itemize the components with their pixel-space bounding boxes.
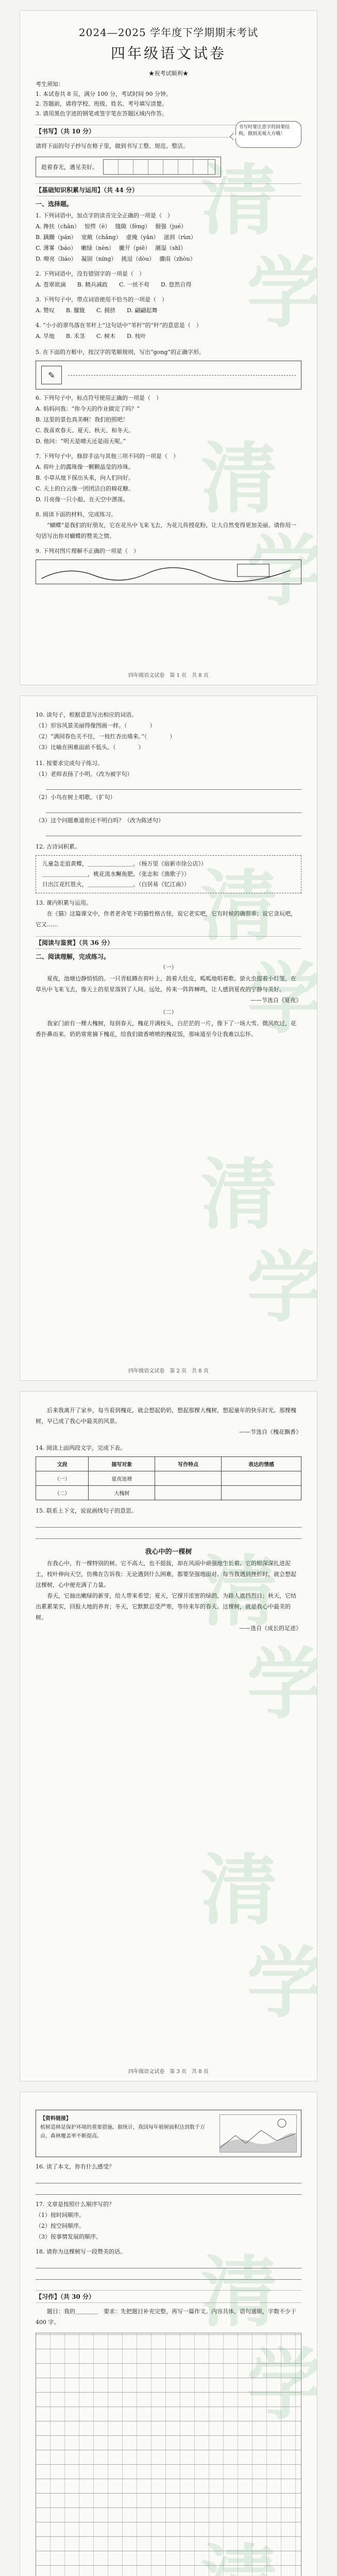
question-4-options: A. 旱地 B. 禾茎 C. 树木 D. 枝叶 — [36, 333, 146, 340]
note-line: 3. 请用黑色字迹的钢笔或签字笔在答题区域内作答。 — [36, 110, 167, 117]
question-1-option: B. 蹒跚（pán） 宽敞（chǎng） 虚掩（yǎn） 滋润（rùn） — [36, 234, 196, 241]
exam-page-1 — [20, 10, 317, 685]
reading-3-source: ——选自《成长的足迹》 — [239, 1625, 301, 1632]
table-row — [36, 1471, 301, 1486]
question-11: 11. 按要求完成句子练习。 — [36, 760, 103, 767]
reading-2-source: ——节选自《槐花飘香》 — [239, 1429, 301, 1435]
question-4: 4. “小小的翠鸟落在苇秆上”这句话中“苇秆”的“秆”的意思是（ ） — [36, 322, 202, 329]
exam-notes-title: ★祝考试顺利★ — [148, 70, 189, 77]
question-3-options: A. 赞叹 B. 朦胧 C. 拥挤 D. 翩翩起舞 — [36, 307, 158, 314]
table-cell: 大槐树 — [89, 1486, 155, 1500]
exam-page-4 — [20, 2092, 317, 2576]
poem-box — [36, 855, 301, 893]
exam-year-line: 2024—2025 学年度下学期期末考试 — [78, 26, 259, 39]
question-14: 14. 阅读上面两段文字，完成下表。 — [36, 1445, 126, 1451]
page-footer: 四年级语文试卷 第 2 页 共 8 页 — [128, 1368, 209, 1374]
writing-grid-icon: ✎ — [41, 366, 62, 384]
question-6: 6. 下列句子中，标点符号使用正确的一项是（ ） — [36, 395, 162, 401]
question-7-option: C. 天上的白云像一团团洁白的棉花糖。 — [36, 485, 134, 492]
question-17-item: （1）按时间顺序。 — [36, 2212, 85, 2218]
question-1: 1. 下列词语中，加点字的读音完全正确的一项是（ ） — [36, 212, 173, 219]
question-8-text: “蝴蝶”是我们的好朋友，它在花丛中飞来飞去，为花儿传授花粉，让大自然变得更加美丽。请你用一句话写出你对蝴蝶的赞美之情。 — [36, 522, 297, 539]
table-cell[interactable] — [221, 1471, 301, 1486]
question-10-item: （2）“满园春色关不住，一枝红杏出墙来。”（ ） — [36, 733, 176, 740]
poem-line: ＿＿＿＿＿＿＿＿，桃花流水鳜鱼肥。（张志和《渔歌子》） — [42, 871, 190, 877]
appendix-text: 植树造林是保护环境的重要措施。据统计，我国每年植树面积达到数千万亩，森林覆盖率不断提高。 — [40, 2125, 205, 2139]
reading-3-text: 在我心中，有一棵特别的树。它不高大，也不挺拔，却在风雨中顽强地生长着。它的根深深扎进泥土，枝叶伸向天空，仿佛在告诉我：无论遇到什么困难，都要坚强地面对。每当我遇到挫折时，就会想起这棵树，心中便充满了力量。 — [36, 1560, 296, 1588]
question-1-option: D. 嘹亮（liáo） 凝固（níng） 挑逗（dòu） 骤雨（zhòu） — [36, 256, 196, 262]
question-5: 5. 在下面的方框中，按汉字的笔顺规则，写出“gong”的正确字形。 — [36, 349, 205, 355]
reading-2-title: （二） — [160, 1009, 177, 1015]
question-17-item: （2）按空间顺序。 — [36, 2223, 85, 2229]
writing-grid[interactable] — [103, 159, 215, 175]
question-6-option: A. 妈妈问我：“你今天的作业做完了吗？” — [36, 405, 140, 412]
question-2-options: A. 苍翠欲滴 B. 精兵减政 C. 一丝不苟 D. 悠然自得 — [36, 281, 192, 288]
speech-bubble-text: 书写时要注意字的间架结构，做到美观大方哦！ — [239, 125, 290, 137]
exam-notes — [36, 79, 301, 118]
composition-text: 题目：我的＿＿＿＿ 要求：先把题目补充完整，再写一篇作文。内容具体，语句通顺，字数不少于 400 字。 — [36, 2308, 296, 2326]
reading-1-source: ——节选自《夏夜》 — [250, 997, 301, 1004]
reading-1-title: （一） — [160, 964, 177, 971]
composition-grid[interactable] — [36, 2333, 301, 2576]
section-basic-heading: 【基础知识积累与运用】（共 44 分） — [36, 183, 301, 196]
basic-subtitle: 一、选择题。 — [36, 200, 73, 208]
question-7-option: B. 小草从地下探出头来，向人们问好。 — [36, 474, 134, 481]
reading-1-text: 夏夜，池塘边静悄悄的。一只青蛙蹲在荷叶上，鼓着大肚皮，呱呱地唱着歌。萤火虫提着小灯笼，在草丛中飞来飞去，像天上的星星落到了人间。远处，传来一阵阵蝉鸣，让人感到夏夜的宁静与美好。 — [36, 975, 296, 993]
table-cell: （二） — [36, 1486, 89, 1500]
question-6-option: B. 这里的景色真美啊！我们拍照吧！ — [36, 416, 129, 423]
question-10-item: （3）比喻在困难面前不低头。（ ） — [36, 744, 144, 751]
speech-bubble — [235, 121, 301, 148]
question-3: 3. 下列句子中，带点词语使用不恰当的一项是（ ） — [36, 296, 167, 303]
question-18: 18. 请你为这棵树写一段赞美的话。 — [36, 2248, 126, 2255]
table-row — [36, 1486, 301, 1500]
question-9-image — [36, 560, 301, 584]
question-7: 7. 下列句子中，修辞手法与其他三项不同的一项是（ ） — [36, 453, 179, 460]
appendix-box — [36, 2110, 301, 2157]
question-11-item: （3）这个问题难道你还不明白吗？（改为陈述句） — [36, 817, 164, 824]
reading-subtitle: 二、阅读理解，完成练习。 — [36, 953, 110, 960]
writing-prompt: 请将下面的句子抄写在格子里，做到书写工整、规范、整洁。 — [36, 143, 189, 149]
question-1-option: C. 薄雾（báo） 嫩绿（nèn） 撇开（piē） 潮湿（shī） — [36, 245, 187, 251]
question-13: 13. 课内积累与运用。 — [36, 900, 92, 906]
question-6-option: C. 我喜欢春天、夏天、秋天、和冬天。 — [36, 427, 134, 434]
reading-2-text: 我家门前有一棵大槐树，每到春天，槐花开满枝头，白茫茫的一片，像下了一场大雪。微风吹过，花香扑鼻而来。奶奶常常摘下槐花，给我们做香喷喷的槐花饭，那味道至今让我难以忘怀。 — [36, 1020, 296, 1038]
landscape-illustration — [220, 2114, 297, 2153]
question-11-item: （2）小鸟在树上唱歌。（扩句） — [36, 794, 116, 801]
writing-copy-box[interactable] — [36, 157, 221, 177]
table-cell: （一） — [36, 1471, 89, 1486]
note-line: 1. 本试卷共 8 页，满分 100 分，考试时间 90 分钟。 — [36, 91, 172, 97]
question-9: 9. 下列对图片理解不正确的一项是（ ） — [36, 548, 139, 554]
page-footer: 四年级语文试卷 第 1 页 共 8 页 — [128, 673, 209, 679]
table-header: 表达的情感 — [221, 1457, 301, 1471]
reading-3-title: 我心中的一棵树 — [145, 1548, 192, 1556]
note-line: 考生须知： — [36, 81, 64, 88]
exam-page-2 — [20, 696, 317, 1381]
question-12: 12. 古诗词积累。 — [36, 843, 80, 850]
table-header: 写作特点 — [155, 1457, 222, 1471]
page-footer: 四年级语文试卷 第 3 页 共 8 页 — [128, 2069, 209, 2075]
reading-2-text-cont: 后来我离开了家乡，每当看到槐花，就会想起奶奶，想起那棵大槐树，想起童年的快乐时光。那棵槐树，早已成了我心中最美的风景。 — [36, 1407, 296, 1425]
section-reading-heading: 【阅读与鉴赏】（共 36 分） — [36, 936, 301, 949]
question-7-option: D. 月亮像一只小船，在天空中漂荡。 — [36, 496, 129, 503]
question-6-option: D. 他问：“明天是晴天还是雨天呢。” — [36, 438, 126, 445]
table-header: 文段 — [36, 1457, 89, 1471]
question-5-box — [36, 361, 301, 389]
section-writing-heading: 【书写】（共 10 分） — [36, 125, 301, 138]
table-cell: 夏夜池塘 — [89, 1471, 155, 1486]
reading-3-text-cont: 春天，它抽出嫩绿的新芽，给人带来希望；夏天，它撑开浓密的绿荫，为路人遮挡烈日；秋天，它结出累累果实，回报大地的养育；冬天，它默默忍受严寒，等待来年的春天。这棵树，就是我心中最美的树。 — [36, 1592, 296, 1621]
table-cell[interactable] — [221, 1486, 301, 1500]
watermark-logo — [190, 1139, 317, 1335]
question-17-item: （3）按事情发展的顺序。 — [36, 2233, 102, 2240]
appendix-title: 【资料链接】 — [40, 2116, 71, 2122]
question-8: 8. 阅读下面的材料，完成练习。 — [36, 511, 116, 518]
section-composition-heading: 【习作】（共 30 分） — [36, 2290, 301, 2303]
question-15: 15. 联系上下文，说说画线句子的意思。 — [36, 1507, 137, 1514]
watermark-logo — [190, 1835, 317, 2030]
table-header: 描写对象 — [89, 1457, 155, 1471]
writing-sentence: 趁着春光，遇见美好。 — [41, 164, 98, 171]
note-line: 2. 答题前，请将学校、班级、姓名、考号填写清楚。 — [36, 100, 167, 107]
exam-page-3 — [20, 1391, 317, 2081]
question-11-item: （1）老师表扬了小明。（改为被字句） — [36, 771, 133, 777]
question-7-option: A. 荷叶上的露珠像一颗颗晶莹的珍珠。 — [36, 464, 134, 470]
question-1-option: A. 搀扶（chān） 惊愕（è） 缝隙（fèng） 倔强（jué） — [36, 223, 187, 230]
table-cell[interactable] — [155, 1471, 222, 1486]
question-10-item: （1）形容风景美丽得像图画一样。（ ） — [36, 722, 156, 729]
question-16: 16. 读了本文，你有什么感受？ — [36, 2163, 114, 2170]
poem-line: 日出江花红胜火，＿＿＿＿＿＿＿＿。（白居易《忆江南》） — [42, 881, 190, 888]
question-14-table — [36, 1456, 301, 1500]
table-cell[interactable] — [155, 1486, 222, 1500]
question-10: 10. 读句子，根据意思写出相应的词语。 — [36, 711, 137, 718]
question-17: 17. 文章是按照什么顺序写的？ — [36, 2201, 114, 2208]
question-2: 2. 下列词语中，没有错别字的一项是（ ） — [36, 270, 145, 277]
exam-title: 四年级语文试卷 — [110, 45, 226, 62]
poem-line: 儿童急走追黄蝶，＿＿＿＿＿＿＿＿。（杨万里《宿新市徐公店》） — [42, 860, 207, 867]
question-13-text: 在《猫》这篇课文中，作者老舍笔下的猫性格古怪，说它老实吧，它有时候的确很乖；说它贪玩吧，它又…… — [36, 910, 296, 928]
